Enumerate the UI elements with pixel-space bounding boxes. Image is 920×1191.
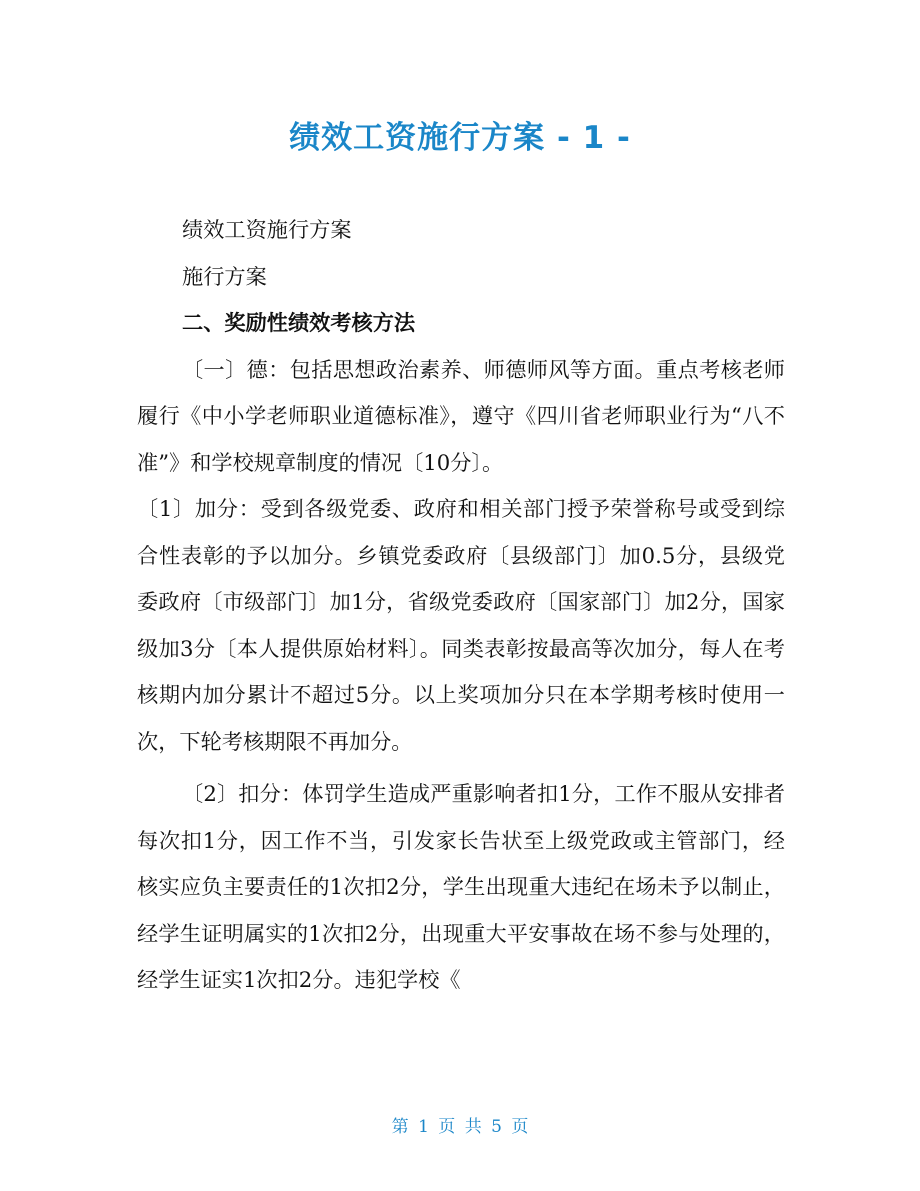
paragraph-deductions: 〔2〕扣分：体罚学生造成严重影响者扣1分，工作不服从安排者每次扣1分，因工作不当，引发家长告状至上级党政或主管部门，经核实应负主要责任的1次扣2分，学生出现重大违纪在场未予以制止，经学生证明属实的1次扣2分，出现重大平安事故在场不参与处理的，经学生证实1次扣2分。违犯学校《 [137,781,785,992]
document-body [137,207,785,1004]
paragraph-plan-subtitle: 施行方案 [182,263,267,289]
paragraph-morality: 〔一〕德：包括思想政治素养、师德师风等方面。重点考核老师履行《中小学老师职业道德标准》，遵守《四川省老师职业行为“八不准”》和学校规章制度的情况〔10分〕。 [137,356,785,475]
page-number-footer: 第 1 页 共 5 页 [391,1117,529,1137]
document-title: 绩效工资施行方案 - 1 - [289,120,631,156]
section-heading: 二、奖励性绩效考核方法 [182,310,416,335]
paragraph-plan-title: 绩效工资施行方案 [182,217,352,242]
paragraph-bonus-points: 〔1〕加分：受到各级党委、政府和相关部门授予荣誉称号或受到综合性表彰的予以加分。乡镇党委政府〔县级部门〕加0.5分，县级党委政府〔市级部门〕加1分，省级党委政府〔国家部门〕加2分，国家级加3分〔本人提供原始材料〕。同类表彰按最高等次加分，每人在考核期内加分累计不超过5分。以上奖项加分只在本学期考核时使用一次，下轮考核期限不再加分。 [137,496,785,754]
